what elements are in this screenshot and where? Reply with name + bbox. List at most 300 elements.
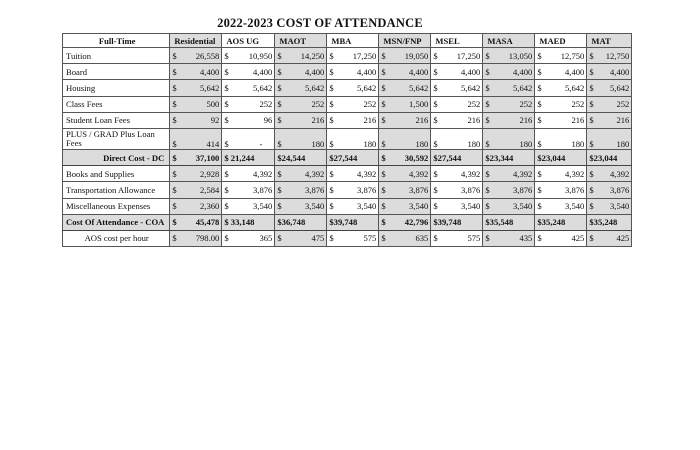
value-cell: [535, 64, 587, 80]
currency-symbol: $: [433, 50, 438, 61]
amount: $ 33,148: [224, 217, 255, 228]
value-cell: [483, 230, 535, 246]
amount: 45,478: [195, 217, 220, 228]
amount: $23,044: [537, 152, 566, 163]
value-cell: [222, 214, 275, 230]
currency-symbol: $: [485, 66, 490, 77]
column-header-mat: MAT: [587, 34, 632, 48]
value-cell: [483, 112, 535, 128]
table-row: [63, 166, 632, 182]
currency-symbol: $: [329, 201, 334, 212]
currency-symbol: $: [277, 66, 282, 77]
value-cell: [587, 48, 632, 64]
currency-symbol: $: [485, 233, 490, 244]
amount: 4,400: [610, 66, 630, 77]
currency-symbol: $: [537, 138, 542, 149]
amount: 4,392: [409, 168, 429, 179]
amount: 92: [210, 115, 220, 126]
value-cell: [222, 230, 275, 246]
value-cell: [222, 128, 275, 149]
amount: 4,392: [253, 168, 273, 179]
amount: 17,250: [456, 50, 481, 61]
value-cell: [275, 198, 327, 214]
currency-symbol: $: [485, 115, 490, 126]
amount: 5,642: [461, 82, 481, 93]
value-cell: [431, 149, 483, 165]
amount: $27,544: [433, 152, 462, 163]
table-row: [63, 182, 632, 198]
column-header-maed: MAED: [535, 34, 587, 48]
value-cell: [535, 48, 587, 64]
currency-symbol: $: [172, 82, 177, 93]
table-row: [63, 48, 632, 64]
currency-symbol: $: [433, 233, 438, 244]
value-cell: [327, 230, 379, 246]
page-title: 2022-2023 COST OF ATTENDANCE: [217, 16, 423, 30]
currency-symbol: $: [537, 99, 542, 110]
amount: 5,642: [610, 82, 630, 93]
currency-symbol: $: [277, 115, 282, 126]
amount: 17,250: [352, 50, 377, 61]
amount: $35,248: [589, 217, 618, 228]
value-cell: [379, 149, 431, 165]
amount: $35,248: [537, 217, 566, 228]
amount: 575: [363, 233, 377, 244]
amount: 216: [363, 115, 377, 126]
amount: 180: [311, 138, 325, 149]
amount: 575: [467, 233, 481, 244]
value-cell: [587, 166, 632, 182]
currency-symbol: $: [537, 82, 542, 93]
value-cell: [170, 128, 222, 149]
currency-symbol: $: [172, 233, 177, 244]
value-cell: [379, 112, 431, 128]
amount: 3,876: [565, 184, 585, 195]
row-label: Miscellaneous Expenses: [63, 198, 170, 214]
value-cell: [170, 230, 222, 246]
amount: 216: [415, 115, 429, 126]
value-cell: [379, 182, 431, 198]
amount: 4,400: [565, 66, 585, 77]
currency-symbol: $: [277, 233, 282, 244]
value-cell: [327, 214, 379, 230]
value-cell: [587, 128, 632, 149]
amount: 2,360: [200, 201, 220, 212]
value-cell: [483, 182, 535, 198]
currency-symbol: $: [381, 115, 386, 126]
amount: 4,392: [357, 168, 377, 179]
value-cell: [587, 149, 632, 165]
currency-symbol: $: [537, 233, 542, 244]
currency-symbol: $: [537, 115, 542, 126]
amount: 3,876: [357, 184, 377, 195]
amount: 3,540: [565, 201, 585, 212]
currency-symbol: $: [329, 168, 334, 179]
value-cell: [587, 96, 632, 112]
amount: 216: [311, 115, 325, 126]
amount: $39,748: [329, 217, 358, 228]
value-cell: [535, 96, 587, 112]
amount: 96: [263, 115, 273, 126]
amount: 10,950: [248, 50, 273, 61]
amount: 19,050: [404, 50, 429, 61]
value-cell: [535, 214, 587, 230]
currency-symbol: $: [172, 184, 177, 195]
value-cell: [222, 80, 275, 96]
row-label: Housing: [63, 80, 170, 96]
table-row: [63, 198, 632, 214]
currency-symbol: $: [224, 233, 229, 244]
amount: 216: [467, 115, 481, 126]
value-cell: [222, 48, 275, 64]
amount: 435: [519, 233, 533, 244]
row-label: PLUS / GRAD Plus Loan Fees: [63, 128, 170, 149]
value-cell: [483, 198, 535, 214]
amount: 4,400: [513, 66, 533, 77]
currency-symbol: $: [224, 168, 229, 179]
value-cell: [327, 198, 379, 214]
amount: 252: [311, 99, 325, 110]
currency-symbol: $: [329, 233, 334, 244]
currency-symbol: $: [329, 50, 334, 61]
amount: 14,250: [300, 50, 325, 61]
amount: -: [259, 138, 263, 149]
value-cell: [170, 149, 222, 165]
value-cell: [275, 64, 327, 80]
currency-symbol: $: [172, 66, 177, 77]
row-header-label: Full-Time: [63, 34, 170, 48]
value-cell: [535, 198, 587, 214]
value-cell: [275, 96, 327, 112]
amount: 5,642: [513, 82, 533, 93]
value-cell: [587, 198, 632, 214]
table-row: [63, 80, 632, 96]
value-cell: [379, 128, 431, 149]
table-row: [63, 112, 632, 128]
value-cell: [327, 80, 379, 96]
amount: 4,392: [305, 168, 325, 179]
amount: 4,392: [565, 168, 585, 179]
currency-symbol: $: [277, 184, 282, 195]
value-cell: [222, 64, 275, 80]
amount: 425: [571, 233, 585, 244]
amount: 4,392: [513, 168, 533, 179]
value-cell: [275, 230, 327, 246]
value-cell: [379, 230, 431, 246]
amount: 425: [616, 233, 630, 244]
value-cell: [275, 80, 327, 96]
amount: 13,050: [508, 50, 533, 61]
currency-symbol: $: [589, 50, 594, 61]
currency-symbol: $: [224, 99, 229, 110]
currency-symbol: $: [224, 66, 229, 77]
value-cell: [275, 166, 327, 182]
amount: 4,400: [253, 66, 273, 77]
currency-symbol: $: [381, 233, 386, 244]
amount: 216: [519, 115, 533, 126]
table-row: [63, 96, 632, 112]
currency-symbol: $: [277, 99, 282, 110]
amount: 798.00: [195, 233, 220, 244]
amount: 180: [616, 138, 630, 149]
value-cell: [275, 214, 327, 230]
currency-symbol: $: [589, 66, 594, 77]
amount: 12,750: [605, 50, 630, 61]
value-cell: [222, 112, 275, 128]
amount: 3,876: [253, 184, 273, 195]
value-cell: [379, 64, 431, 80]
column-header-msn-fnp: MSN/FNP: [379, 34, 431, 48]
value-cell: [170, 214, 222, 230]
value-cell: [483, 128, 535, 149]
row-label: Class Fees: [63, 96, 170, 112]
amount: 2,928: [200, 168, 220, 179]
column-header-aos-ug: AOS UG: [222, 34, 275, 48]
currency-symbol: $: [172, 152, 177, 163]
value-cell: [431, 182, 483, 198]
currency-symbol: $: [172, 168, 177, 179]
currency-symbol: $: [485, 50, 490, 61]
currency-symbol: $: [589, 168, 594, 179]
amount: 4,400: [409, 66, 429, 77]
value-cell: [222, 96, 275, 112]
value-cell: [535, 80, 587, 96]
currency-symbol: $: [224, 115, 229, 126]
value-cell: [327, 112, 379, 128]
currency-symbol: $: [381, 99, 386, 110]
value-cell: [431, 230, 483, 246]
value-cell: [535, 166, 587, 182]
row-label: Direct Cost - DC: [63, 149, 170, 165]
amount: $35,548: [485, 217, 514, 228]
amount: 3,540: [610, 201, 630, 212]
value-cell: [327, 96, 379, 112]
value-cell: [535, 149, 587, 165]
currency-symbol: $: [485, 168, 490, 179]
amount: 180: [519, 138, 533, 149]
amount: 216: [616, 115, 630, 126]
currency-symbol: $: [537, 168, 542, 179]
amount: 5,642: [200, 82, 220, 93]
amount: 30,592: [404, 152, 429, 163]
currency-symbol: $: [172, 115, 177, 126]
currency-symbol: $: [485, 138, 490, 149]
value-cell: [483, 96, 535, 112]
amount: 5,642: [409, 82, 429, 93]
value-cell: [483, 64, 535, 80]
value-cell: [483, 166, 535, 182]
cost-of-attendance-table: [62, 33, 632, 247]
currency-symbol: $: [433, 115, 438, 126]
amount: 1,500: [409, 99, 429, 110]
amount: 180: [363, 138, 377, 149]
currency-symbol: $: [537, 184, 542, 195]
currency-symbol: $: [277, 50, 282, 61]
amount: 4,400: [200, 66, 220, 77]
value-cell: [275, 149, 327, 165]
amount: 2,584: [200, 184, 220, 195]
row-label: Tuition: [63, 48, 170, 64]
currency-symbol: $: [381, 66, 386, 77]
value-cell: [431, 166, 483, 182]
value-cell: [379, 166, 431, 182]
currency-symbol: $: [224, 138, 229, 149]
currency-symbol: $: [589, 201, 594, 212]
amount: 500: [206, 99, 220, 110]
amount: 3,540: [461, 201, 481, 212]
currency-symbol: $: [329, 184, 334, 195]
currency-symbol: $: [224, 50, 229, 61]
column-header-residential: Residential: [170, 34, 222, 48]
value-cell: [379, 214, 431, 230]
amount: 4,400: [357, 66, 377, 77]
column-header-masa: MASA: [483, 34, 535, 48]
amount: 5,642: [253, 82, 273, 93]
currency-symbol: $: [277, 82, 282, 93]
value-cell: [431, 64, 483, 80]
value-cell: [222, 182, 275, 198]
amount: 42,796: [404, 217, 429, 228]
currency-symbol: $: [381, 82, 386, 93]
amount: 4,392: [610, 168, 630, 179]
currency-symbol: $: [172, 201, 177, 212]
amount: 12,750: [560, 50, 585, 61]
row-label: Student Loan Fees: [63, 112, 170, 128]
value-cell: [483, 214, 535, 230]
amount: $24,544: [277, 152, 306, 163]
amount: $36,748: [277, 217, 306, 228]
amount: 475: [311, 233, 325, 244]
currency-symbol: $: [381, 168, 386, 179]
value-cell: [170, 80, 222, 96]
total-row: [63, 214, 632, 230]
currency-symbol: $: [589, 115, 594, 126]
amount: 180: [415, 138, 429, 149]
currency-symbol: $: [433, 99, 438, 110]
currency-symbol: $: [172, 217, 177, 228]
currency-symbol: $: [589, 184, 594, 195]
currency-symbol: $: [589, 99, 594, 110]
value-cell: [379, 198, 431, 214]
column-header-maot: MAOT: [275, 34, 327, 48]
amount: 37,100: [195, 152, 220, 163]
currency-symbol: $: [172, 99, 177, 110]
value-cell: [222, 149, 275, 165]
row-label: Cost Of Attendance - COA: [63, 214, 170, 230]
value-cell: [170, 112, 222, 128]
value-cell: [170, 64, 222, 80]
value-cell: [431, 80, 483, 96]
value-cell: [587, 80, 632, 96]
header-row: [63, 34, 632, 48]
amount: 5,642: [305, 82, 325, 93]
value-cell: [431, 112, 483, 128]
amount: $23,044: [589, 152, 618, 163]
currency-symbol: $: [381, 217, 386, 228]
amount: 180: [571, 138, 585, 149]
currency-symbol: $: [537, 201, 542, 212]
currency-symbol: $: [381, 152, 386, 163]
currency-symbol: $: [433, 82, 438, 93]
amount: 252: [259, 99, 273, 110]
row-label: Board: [63, 64, 170, 80]
amount: 5,642: [357, 82, 377, 93]
amount: $39,748: [433, 217, 462, 228]
currency-symbol: $: [589, 233, 594, 244]
column-header-mba: MBA: [327, 34, 379, 48]
value-cell: [587, 214, 632, 230]
value-cell: [587, 230, 632, 246]
value-cell: [170, 166, 222, 182]
amount: 252: [616, 99, 630, 110]
value-cell: [431, 48, 483, 64]
amount: 4,400: [461, 66, 481, 77]
currency-symbol: $: [433, 201, 438, 212]
currency-symbol: $: [224, 82, 229, 93]
value-cell: [275, 48, 327, 64]
amount: 3,540: [305, 201, 325, 212]
currency-symbol: $: [485, 82, 490, 93]
value-cell: [431, 198, 483, 214]
value-cell: [587, 112, 632, 128]
amount: 252: [571, 99, 585, 110]
value-cell: [431, 214, 483, 230]
value-cell: [535, 128, 587, 149]
value-cell: [327, 182, 379, 198]
currency-symbol: $: [537, 66, 542, 77]
amount: 3,876: [513, 184, 533, 195]
table-row: [63, 128, 632, 149]
value-cell: [327, 64, 379, 80]
amount: 26,558: [195, 50, 220, 61]
amount: 3,876: [610, 184, 630, 195]
amount: 3,876: [461, 184, 481, 195]
value-cell: [379, 96, 431, 112]
currency-symbol: $: [589, 138, 594, 149]
value-cell: [170, 96, 222, 112]
currency-symbol: $: [172, 138, 177, 149]
currency-symbol: $: [381, 201, 386, 212]
amount: 252: [363, 99, 377, 110]
value-cell: [535, 112, 587, 128]
value-cell: [379, 48, 431, 64]
amount: 635: [415, 233, 429, 244]
value-cell: [587, 64, 632, 80]
currency-symbol: $: [277, 138, 282, 149]
currency-symbol: $: [433, 138, 438, 149]
value-cell: [379, 80, 431, 96]
amount: 365: [259, 233, 273, 244]
value-cell: [535, 230, 587, 246]
currency-symbol: $: [277, 201, 282, 212]
currency-symbol: $: [485, 184, 490, 195]
currency-symbol: $: [381, 138, 386, 149]
value-cell: [170, 48, 222, 64]
value-cell: [222, 166, 275, 182]
value-cell: [535, 182, 587, 198]
value-cell: [431, 128, 483, 149]
table-row: [63, 230, 632, 246]
value-cell: [222, 198, 275, 214]
currency-symbol: $: [329, 138, 334, 149]
value-cell: [275, 128, 327, 149]
currency-symbol: $: [329, 66, 334, 77]
amount: 4,392: [461, 168, 481, 179]
value-cell: [483, 80, 535, 96]
value-cell: [170, 182, 222, 198]
table-row: [63, 64, 632, 80]
currency-symbol: $: [172, 50, 177, 61]
